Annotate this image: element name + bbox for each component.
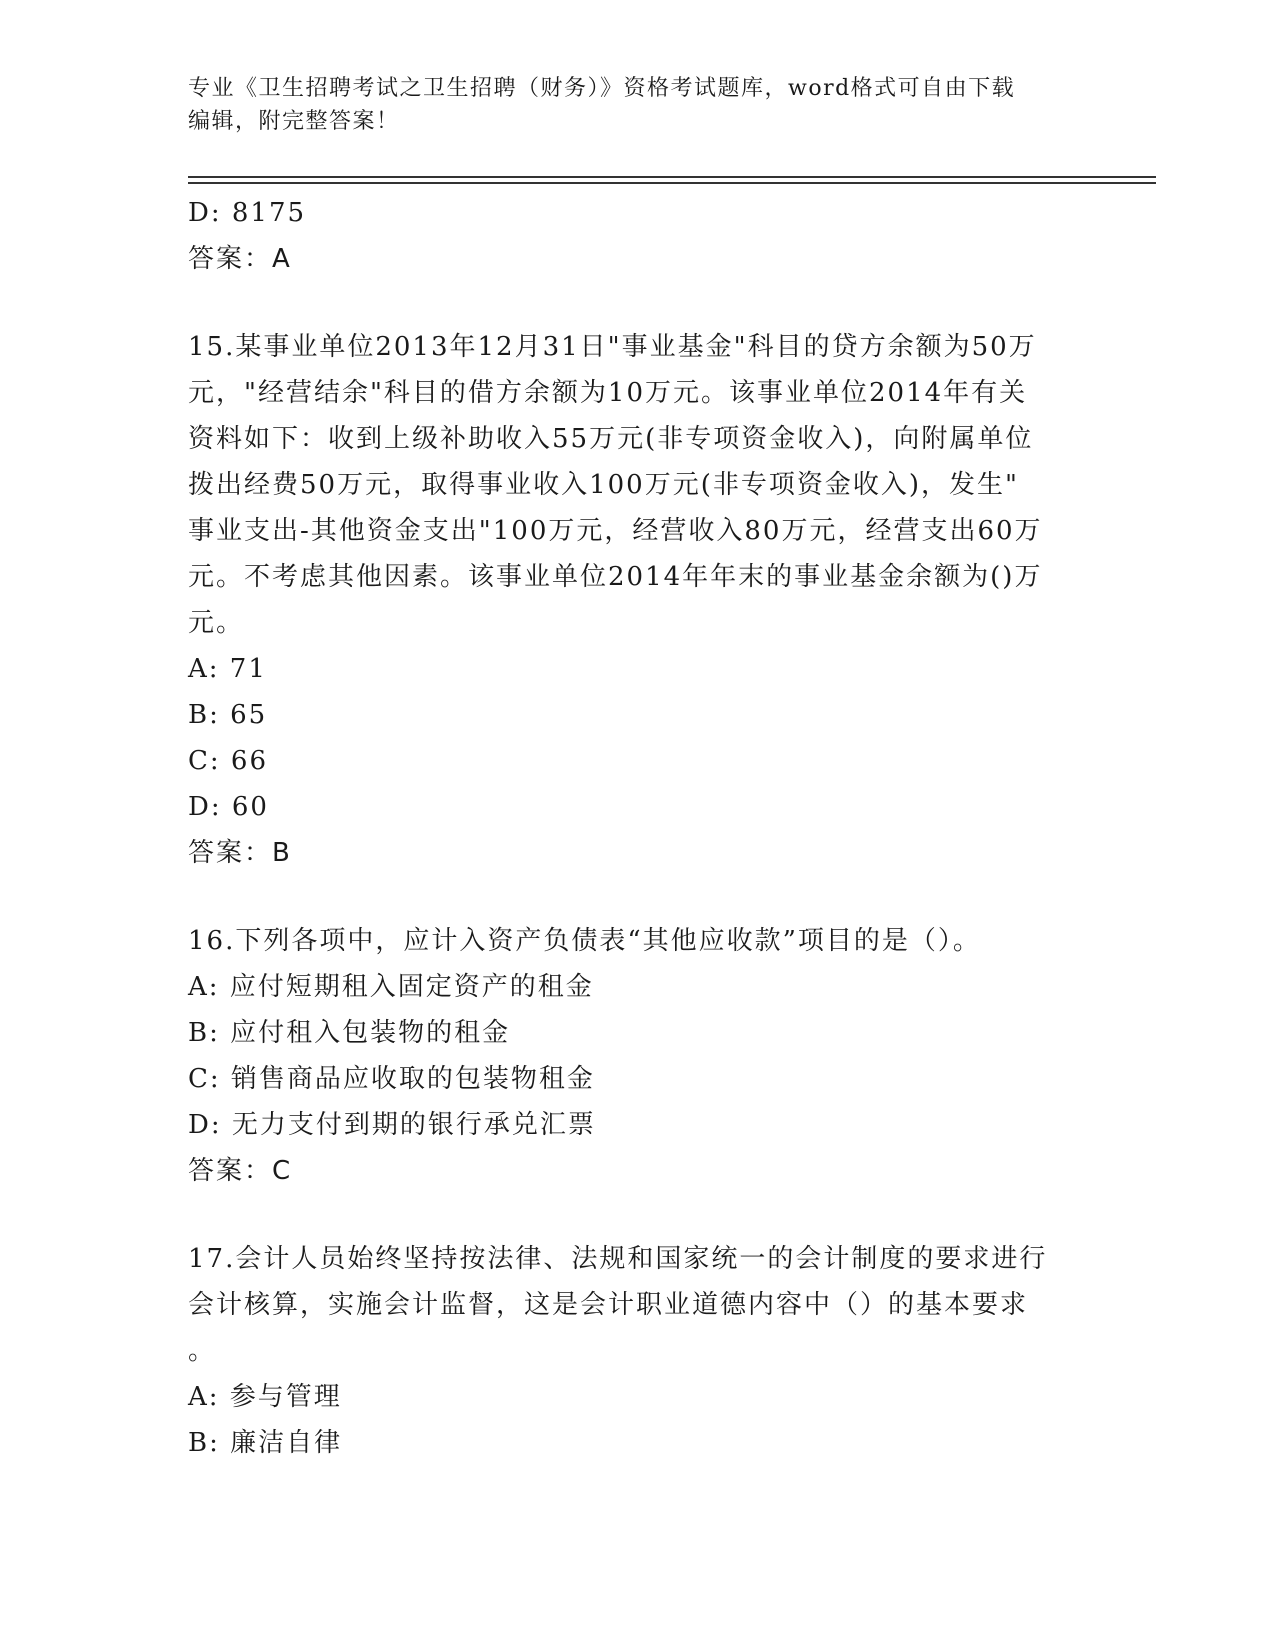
question-stem-line: 资料如下：收到上级补助收入55万元(非专项资金收入)，向附属单位 bbox=[188, 424, 1034, 454]
question-stem-line: 元，"经营结余"科目的借方余额为10万元。该事业单位2014年有关 bbox=[188, 378, 1028, 408]
answer-line: 答案：A bbox=[188, 244, 292, 274]
header-line-1: 专业《卫生招聘考试之卫生招聘（财务）》资格考试题库，word格式可自由下载 bbox=[188, 76, 1016, 101]
question-17 bbox=[188, 1236, 1088, 1466]
option-b: B: 65 bbox=[188, 700, 268, 730]
header-line-2: 编辑，附完整答案！ bbox=[188, 109, 400, 134]
question-content bbox=[188, 190, 1088, 1466]
option-a: A: 71 bbox=[188, 654, 267, 684]
option-c: C: 66 bbox=[188, 746, 269, 776]
answer-line: 答案：B bbox=[188, 838, 292, 868]
question-stem: 16.下列各项中，应计入资产负债表“其他应收款”项目的是（）。 bbox=[188, 926, 981, 956]
option-b: B: 应付租入包装物的租金 bbox=[188, 1018, 511, 1048]
option-d: D: 无力支付到期的银行承兑汇票 bbox=[188, 1110, 596, 1140]
question-stem-line: 17.会计人员始终坚持按法律、法规和国家统一的会计制度的要求进行 bbox=[188, 1244, 1048, 1274]
header-rule-bottom bbox=[188, 182, 1156, 184]
header-rule-top bbox=[188, 176, 1156, 178]
question-stem-line: 会计核算，实施会计监督，这是会计职业道德内容中（）的基本要求 bbox=[188, 1290, 1029, 1320]
question-stem-line: 元。不考虑其他因素。该事业单位2014年年末的事业基金余额为()万 bbox=[188, 562, 1043, 592]
question-stem-line: 元。 bbox=[188, 608, 245, 638]
question-15 bbox=[188, 324, 1088, 876]
answer-line: 答案：C bbox=[188, 1156, 293, 1186]
option-a: A: 参与管理 bbox=[188, 1382, 342, 1412]
question-stem-line: 事业支出-其他资金支出"100万元，经营收入80万元，经营支出60万 bbox=[188, 516, 1043, 546]
option-b: B: 廉洁自律 bbox=[188, 1428, 343, 1458]
option-c: C: 销售商品应收取的包装物租金 bbox=[188, 1064, 595, 1094]
question-stem-line: 拨出经费50万元，取得事业收入100万元(非专项资金收入)，发生" bbox=[188, 470, 1019, 500]
question-stem-line: 。 bbox=[188, 1336, 217, 1366]
previous-question-tail bbox=[188, 190, 1088, 282]
question-16 bbox=[188, 918, 1088, 1194]
option-d: D: 8175 bbox=[188, 198, 307, 228]
question-stem-line: 15.某事业单位2013年12月31日"事业基金"科目的贷方余额为50万 bbox=[188, 332, 1037, 362]
document-header bbox=[188, 72, 1068, 138]
option-a: A: 应付短期租入固定资产的租金 bbox=[188, 972, 594, 1002]
option-d: D: 60 bbox=[188, 792, 269, 822]
